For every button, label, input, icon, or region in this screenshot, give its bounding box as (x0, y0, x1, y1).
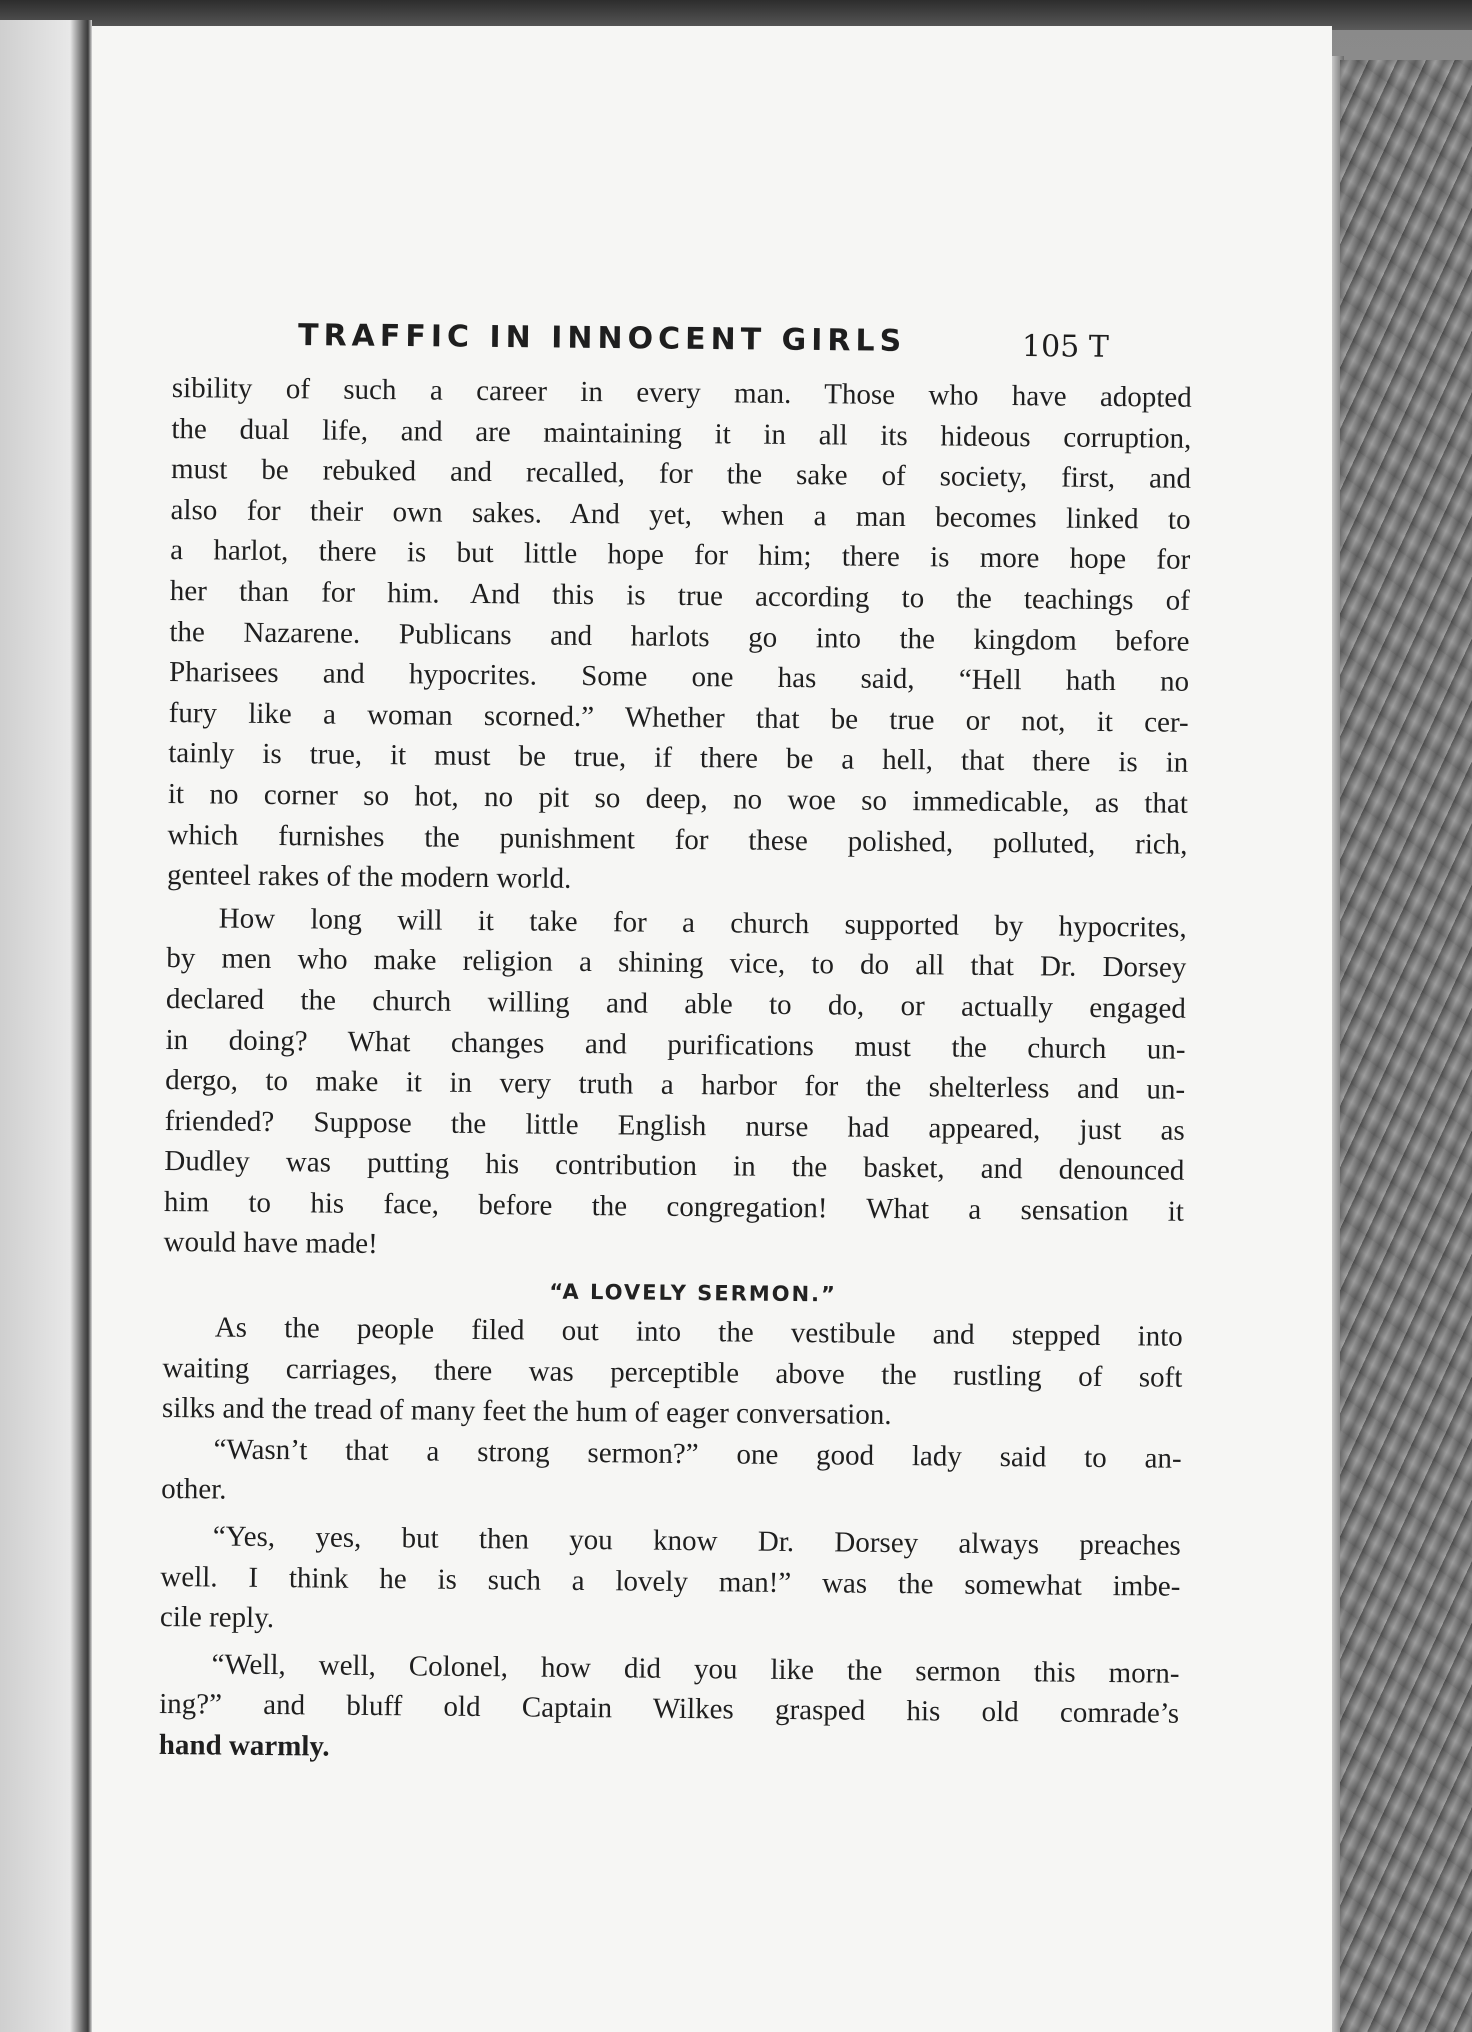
text-line: ing?” and bluff old Captain Wilkes grasped his old comrade’s (159, 1688, 1180, 1731)
text-line: the dual life, and are maintaining it in all its hideous corruption, (171, 412, 1192, 455)
section-subheading: “A LOVELY SERMON.” (549, 1279, 838, 1307)
left-page-gutter (0, 20, 92, 2032)
text-line: declared the church willing and able to do, or actually engaged (165, 982, 1187, 1025)
printed-page (92, 26, 1332, 2032)
text-line: silks and the tread of many feet the hum of eager conversation. (161, 1392, 892, 1432)
text-line: “Well, well, Colonel, how did you like the sermon this morn- (211, 1648, 1180, 1690)
text-line: hand warmly. (158, 1728, 330, 1763)
text-line: friended? Suppose the little English nurse had appeared, just as (164, 1104, 1185, 1147)
paragraph (162, 1307, 1183, 1439)
text-line: must be rebuked and recalled, for the sake of society, first, and (170, 453, 1192, 495)
paragraph (167, 368, 1192, 905)
page-header (298, 318, 1198, 377)
text-line: in doing? What changes and purifications must the church un- (165, 1023, 1186, 1066)
text-line: Pharisees and hypocrites. Some one has said, “Hell hath no (168, 656, 1190, 698)
paragraph (159, 1644, 1180, 1776)
text-line: him to his face, before the congregation! What a sensation it (163, 1185, 1185, 1228)
text-line: sibility of such a career in every man. Those who have adopted (171, 371, 1192, 414)
text-line: “Wasn’t that a strong sermon?” one good lady said to an- (213, 1433, 1182, 1475)
text-line: cile reply. (159, 1601, 275, 1635)
marbled-fore-edge (1340, 60, 1472, 2032)
body-text (159, 368, 1192, 1775)
text-line: genteel rakes of the modern world. (166, 859, 572, 895)
text-line: Dudley was putting his contribution in the basket, and denounced (164, 1145, 1185, 1188)
text-line: well. I think he is such a lovely man!” was the somewhat imbe- (160, 1560, 1181, 1603)
text-line: it no corner so hot, no pit so deep, no woe so immedicable, as that (167, 777, 1189, 820)
text-line: fury like a woman scorned.” Whether that be true or not, it cer- (168, 696, 1189, 739)
text-line: also for their own sakes. And yet, when a man becomes linked to (170, 493, 1191, 536)
text-line: would have made! (163, 1226, 378, 1261)
text-line: other. (161, 1473, 227, 1507)
text-line: dergo, to make it in very truth a harbor for the shelterless and un- (165, 1064, 1186, 1106)
paragraph (160, 1516, 1181, 1648)
text-line: tainly is true, it must be true, if there be a hell, that there is in (168, 737, 1189, 780)
text-line: the Nazarene. Publicans and harlots go into the kingdom before (169, 615, 1190, 658)
text-line: “Yes, yes, but then you know Dr. Dorsey always preaches (212, 1520, 1181, 1562)
running-head: TRAFFIC IN INNOCENT GIRLS (297, 318, 907, 359)
text-line: her than for him. And this is true according to the teachings of (169, 574, 1190, 617)
text-line: waiting carriages, there was perceptible above the rustling of soft (162, 1351, 1183, 1394)
page-number: 105 T (1021, 328, 1109, 365)
text-line: a harlot, there is but little hope for him; there is more hope for (170, 534, 1191, 577)
paragraph (161, 1429, 1182, 1520)
text-line: How long will it take for a church supported by hypocrites, (218, 902, 1187, 944)
paragraph (163, 898, 1186, 1273)
text-line: As the people filed out into the vestibule and stepped into (214, 1311, 1183, 1353)
text-line: by men who make religion a shining vice, to do all that Dr. Dorsey (166, 942, 1187, 985)
text-line: which furnishes the punishment for these polished, polluted, rich, (167, 818, 1188, 861)
